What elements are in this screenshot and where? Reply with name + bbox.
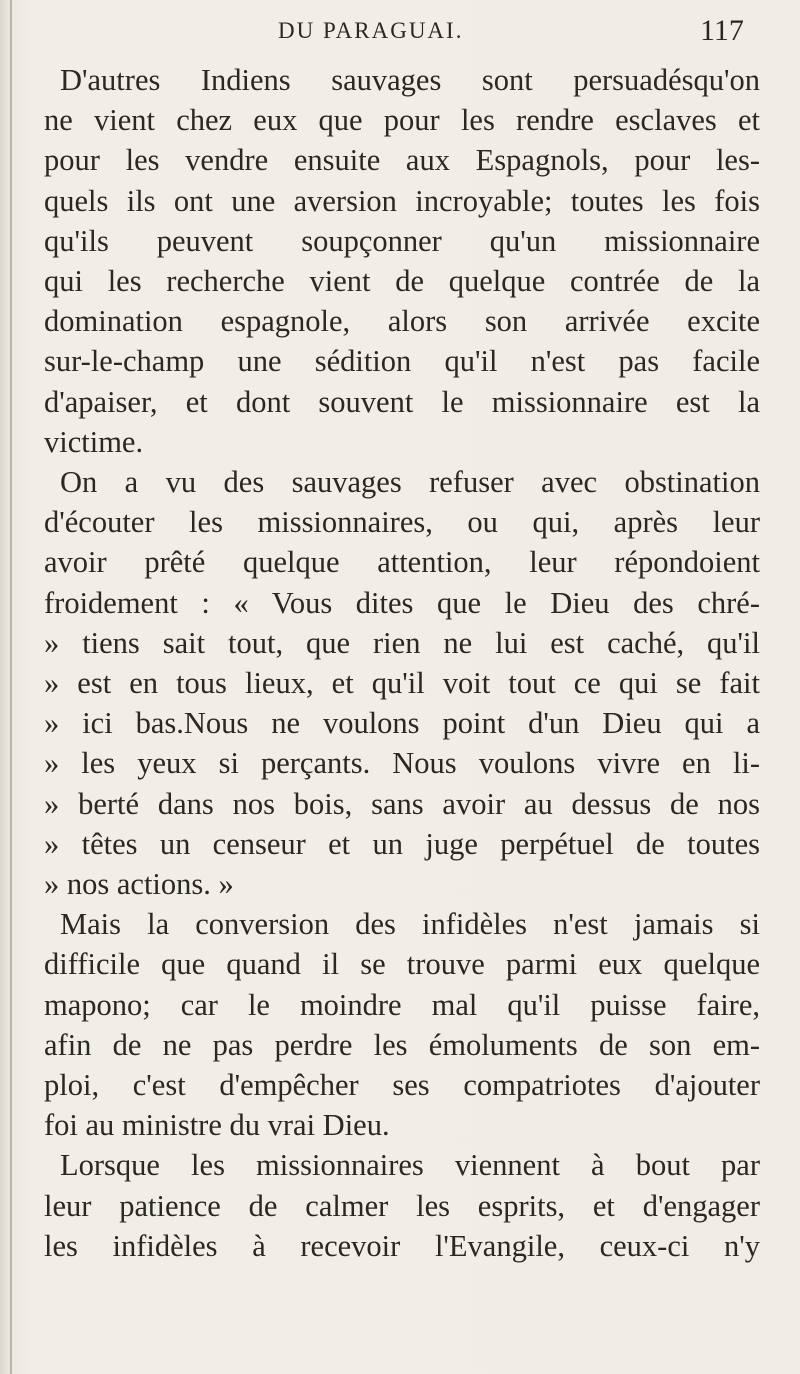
text-line: ne vient chez eux que pour les rendre esclaves et <box>44 103 760 138</box>
text-line: » tiens sait tout, que rien ne lui est caché, qu'il <box>44 625 760 660</box>
text-line: Lorsque les missionnaires viennent à bout par <box>60 1148 760 1183</box>
text-line: D'autres Indiens sauvages sont persuadésqu'on <box>60 63 760 97</box>
text-line: » ici bas.Nous ne voulons point d'un Dieu qui a <box>44 706 760 741</box>
text-line: » têtes un censeur et un juge perpétuel de toutes <box>44 826 760 861</box>
running-title: DU PARAGUAI. <box>278 18 464 43</box>
text-line: d'apaiser, et dont souvent le missionnaire est la <box>44 384 760 419</box>
text-line: » les yeux si perçants. Nous voulons vivre en li- <box>44 746 760 781</box>
text-line: Mais la conversion des infidèles n'est jamais si <box>60 907 760 942</box>
text-line: » nos actions. » <box>44 867 234 901</box>
text-line: difficile que quand il se trouve parmi eux quelque <box>44 947 760 982</box>
text-line: les infidèles à recevoir l'Evangile, ceux-ci n'y <box>44 1228 760 1263</box>
text-line: froidement : « Vous dites que le Dieu des chré- <box>44 585 760 620</box>
text-line: victime. <box>44 424 144 459</box>
text-line: quels ils ont une aversion incroyable; toutes les fois <box>44 183 760 218</box>
running-head <box>0 14 800 54</box>
text-line: » est en tous lieux, et qu'il voit tout ce qui se fait <box>44 666 760 700</box>
text-line: avoir prêté quelque attention, leur répondoient <box>44 545 760 580</box>
text-line: afin de ne pas perdre les émoluments de son em- <box>44 1027 760 1062</box>
text-line: sur-le-champ une sédition qu'il n'est pas facile <box>44 344 760 379</box>
text-line: foi au ministre du vrai Dieu. <box>44 1108 390 1143</box>
text-line: domination espagnole, alors son arrivée excite <box>44 304 760 339</box>
text-line: d'écouter les missionnaires, ou qui, après leur <box>44 505 760 540</box>
text-line: pour les vendre ensuite aux Espagnols, pour les- <box>44 143 760 178</box>
text-line: ploi, c'est d'empêcher ses compatriotes d'ajouter <box>44 1068 760 1102</box>
page-number: 117 <box>700 14 744 47</box>
text-line: mapono; car le moindre mal qu'il puisse faire, <box>44 987 760 1022</box>
text-line: » berté dans nos bois, sans avoir au dessus de nos <box>44 786 760 821</box>
text-line: leur patience de calmer les esprits, et d'engager <box>44 1188 760 1223</box>
page-gutter <box>10 0 12 1374</box>
text-line: On a vu des sauvages refuser avec obstination <box>60 465 760 499</box>
text-line: qui les recherche vient de quelque contrée de la <box>44 264 760 298</box>
text-line: qu'ils peuvent soupçonner qu'un missionnaire <box>44 223 760 258</box>
